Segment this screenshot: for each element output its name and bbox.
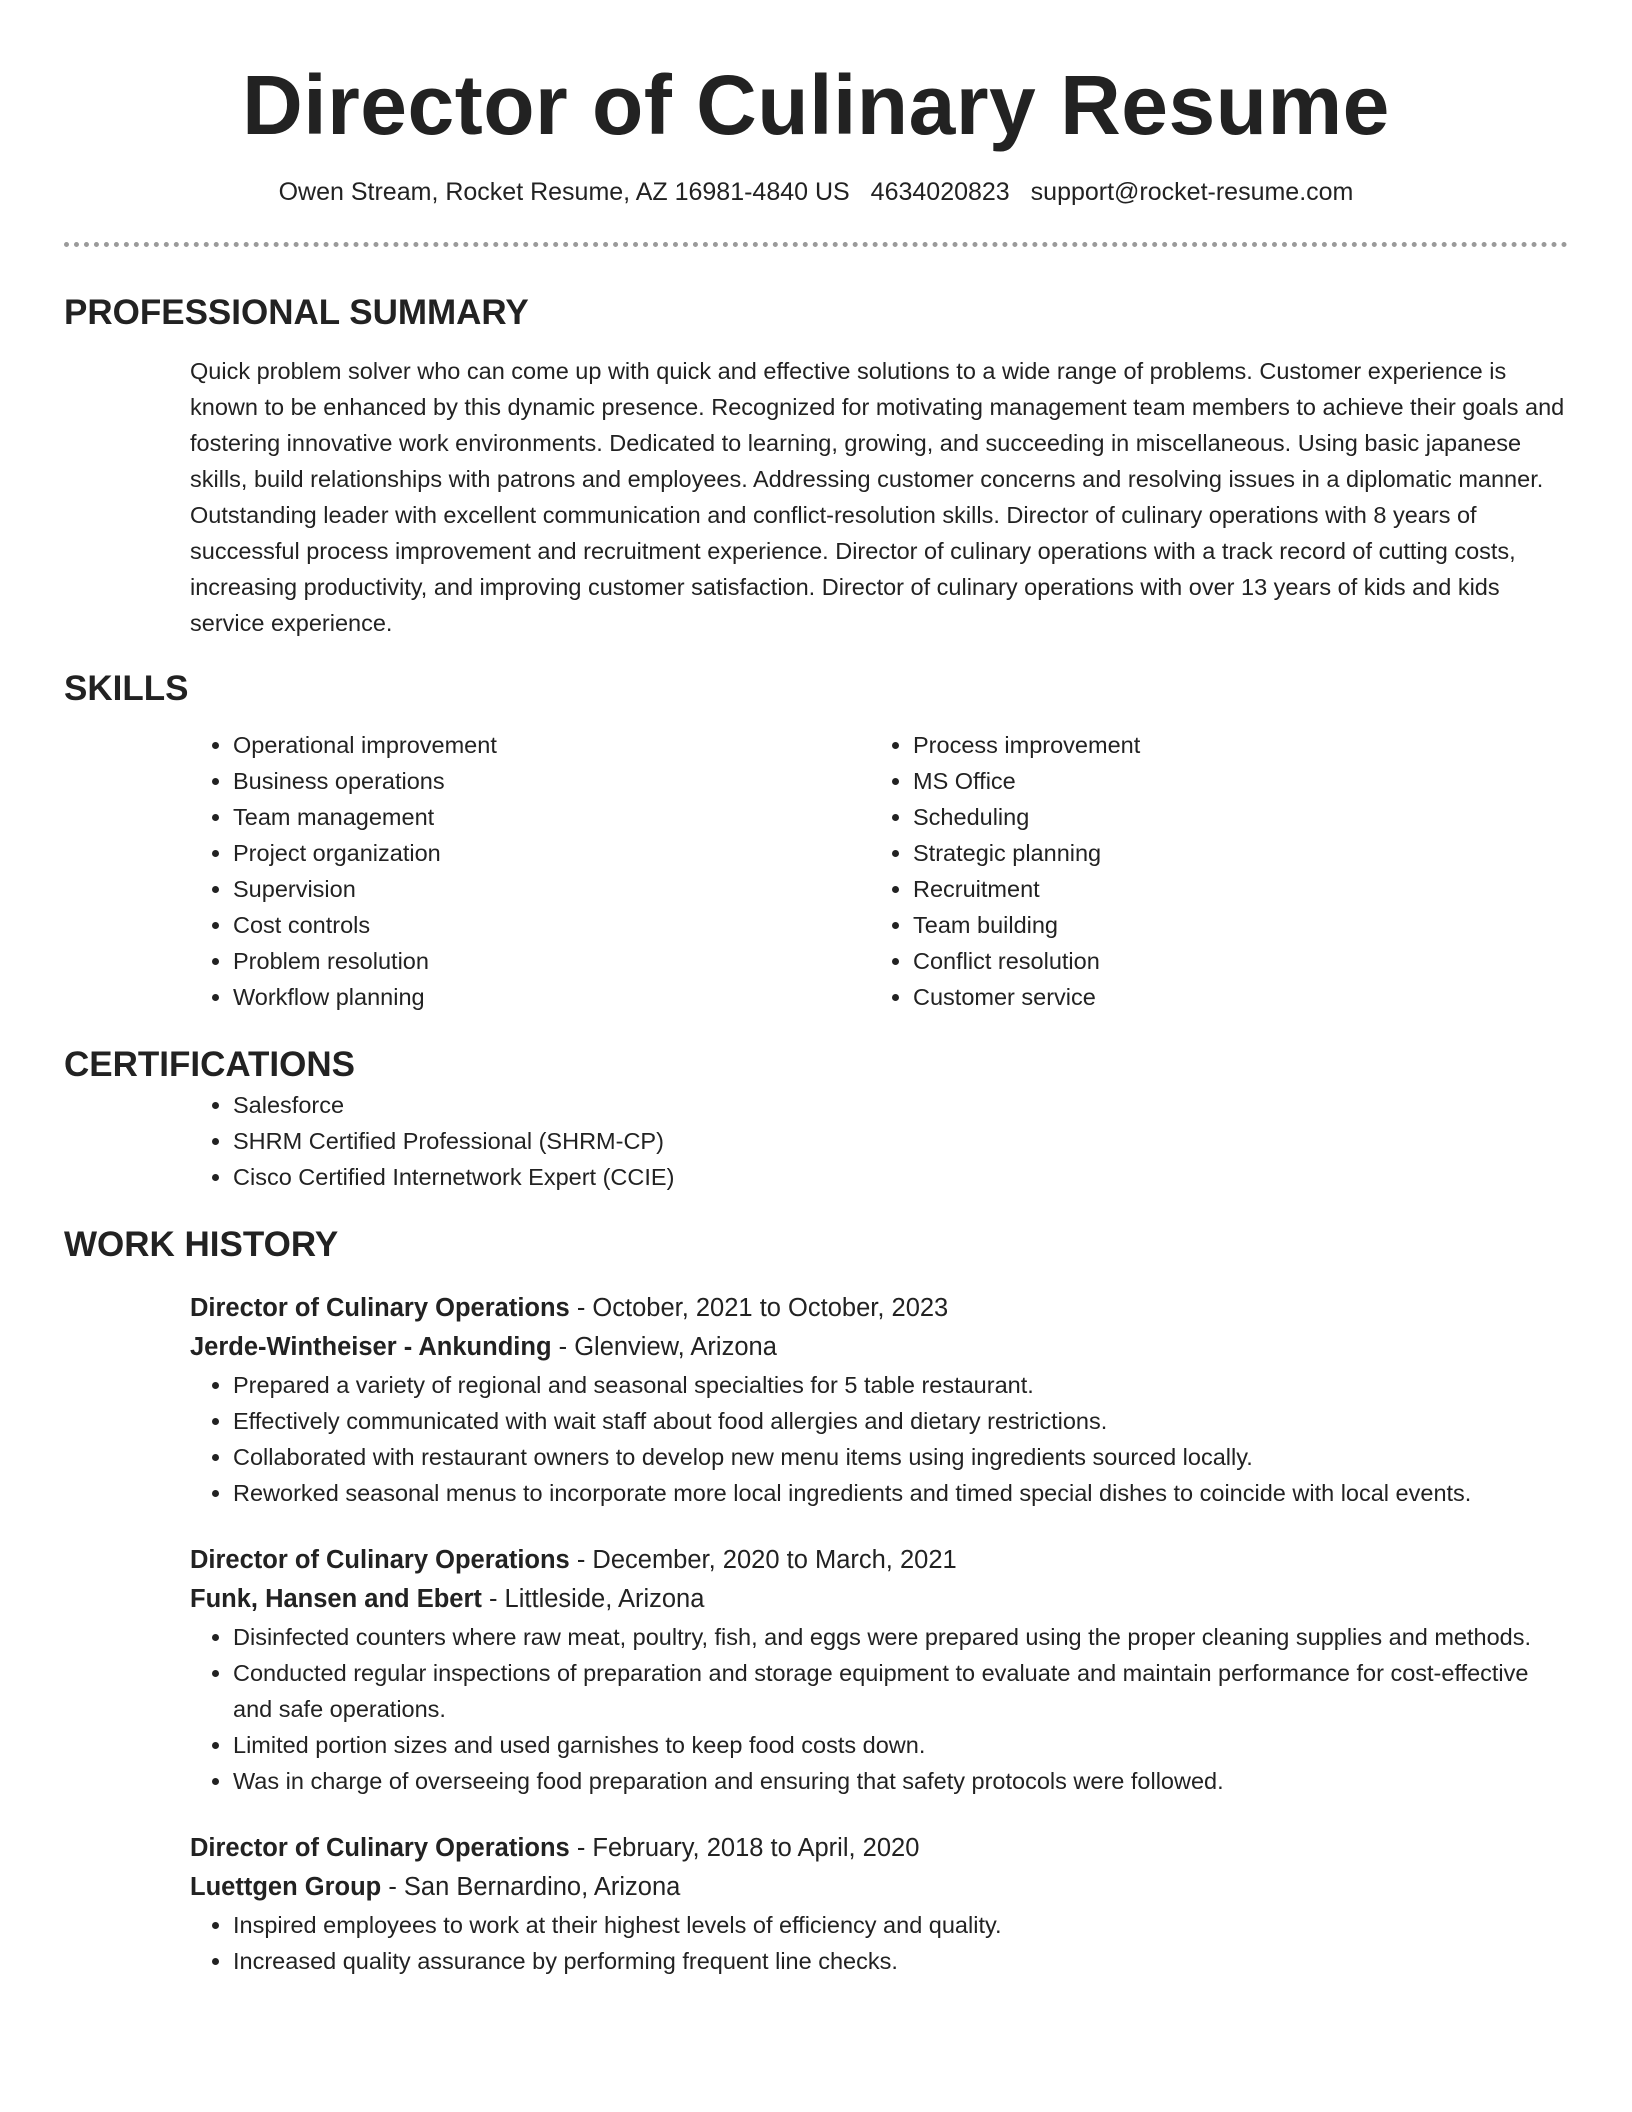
job-entry: [64, 1541, 1568, 1799]
skill-item: • Operational improvement: [233, 727, 744, 763]
job-title: Director of Culinary Operations: [190, 1546, 570, 1574]
job-location: - San Bernardino, Arizona: [381, 1873, 681, 1901]
certification-item: • Cisco Certified Internetwork Expert (CCIE): [233, 1159, 1568, 1195]
skill-item: • Strategic planning: [913, 835, 1344, 871]
contact-phone: 4634020823: [870, 178, 1010, 206]
skill-item: • Supervision: [233, 871, 744, 907]
skill-item: • Conflict resolution: [913, 943, 1344, 979]
skills-column-right: [744, 727, 1344, 1015]
job-duties: [64, 1367, 1568, 1511]
job-company: Luettgen Group: [190, 1873, 382, 1901]
work-history-heading: WORK HISTORY: [64, 1225, 339, 1264]
skill-item: • Team management: [233, 799, 744, 835]
job-duty: • Effectively communicated with wait staff about food allergies and dietary restrictions.: [233, 1403, 1568, 1439]
header-divider: [64, 242, 1568, 247]
skills-column-left: [64, 727, 744, 1015]
job-duty: • Inspired employees to work at their highest levels of efficiency and quality.: [233, 1907, 1568, 1943]
page-title: Director of Culinary Resume: [242, 58, 1390, 152]
skill-item: • Workflow planning: [233, 979, 744, 1015]
job-duty: • Prepared a variety of regional and seasonal specialties for 5 table restaurant.: [233, 1367, 1568, 1403]
skill-item: • Project organization: [233, 835, 744, 871]
job-duty: • Limited portion sizes and used garnishes to keep food costs down.: [233, 1727, 1568, 1763]
skill-item: • Customer service: [913, 979, 1344, 1015]
skill-item: • Scheduling: [913, 799, 1344, 835]
job-duties: [64, 1619, 1568, 1799]
job-title: Director of Culinary Operations: [190, 1834, 570, 1862]
job-location: - Glenview, Arizona: [551, 1333, 777, 1361]
contact-address: Owen Stream, Rocket Resume, AZ 16981-4840 US: [278, 178, 850, 206]
job-location: - Littleside, Arizona: [481, 1585, 705, 1613]
skill-item: • Cost controls: [233, 907, 744, 943]
job-company: Funk, Hansen and Ebert: [190, 1585, 482, 1613]
job-duty: • Was in charge of overseeing food preparation and ensuring that safety protocols were followed.: [233, 1763, 1568, 1799]
summary-heading: PROFESSIONAL SUMMARY: [64, 293, 529, 332]
skill-item: • Team building: [913, 907, 1344, 943]
job-title: Director of Culinary Operations: [190, 1294, 570, 1322]
skill-item: • Recruitment: [913, 871, 1344, 907]
skill-item: • Problem resolution: [233, 943, 744, 979]
contact-email: support@rocket-resume.com: [1030, 178, 1354, 206]
job-duties: [64, 1907, 1568, 1979]
job-duty: • Disinfected counters where raw meat, poultry, fish, and eggs were prepared using the proper cleaning supplies and methods.: [233, 1619, 1568, 1655]
contact-info: [64, 176, 1568, 208]
job-company-line: [190, 1328, 1568, 1367]
summary-text: Quick problem solver who can come up with quick and effective solutions to a wide range of problems. Customer experience is known to be enhanced by this dynamic presence. Recognized for motivating management team members to achieve their goals and fostering innovative work environments. Dedicated to learning, growing, and succeeding in miscellaneous. Using basic japanese skills, build relationships with patrons and employees. Addressing customer concerns and resolving issues in a diplomatic manner. Outstanding leader with excellent communication and conflict-resolution skills. Director of culinary operations with 8 years of successful process improvement and recruitment experience. Director of culinary operations with a track record of cutting costs, increasing productivity, and improving customer satisfaction. Director of culinary operations with over 13 years of kids and kids service experience.: [190, 358, 1565, 636]
job-company-line: [190, 1868, 1568, 1907]
resume-page: [64, 0, 1568, 1979]
skill-item: • MS Office: [913, 763, 1344, 799]
job-title-line: [190, 1829, 1568, 1868]
certification-item: • SHRM Certified Professional (SHRM-CP): [233, 1123, 1568, 1159]
skills-heading: SKILLS: [64, 669, 189, 708]
job-entry: [64, 1829, 1568, 1979]
skills-list: [64, 727, 1568, 1015]
certifications-list: [64, 1087, 1568, 1195]
job-company: Jerde-Wintheiser - Ankunding: [190, 1333, 552, 1361]
job-duty: • Increased quality assurance by performing frequent line checks.: [233, 1943, 1568, 1979]
job-dates: - October, 2021 to October, 2023: [569, 1294, 949, 1322]
certification-item: • Salesforce: [233, 1087, 1568, 1123]
certifications-heading: CERTIFICATIONS: [64, 1045, 356, 1084]
job-title-line: [190, 1541, 1568, 1580]
job-duty: • Collaborated with restaurant owners to develop new menu items using ingredients sourced locally.: [233, 1439, 1568, 1475]
skill-item: • Business operations: [233, 763, 744, 799]
job-entry: [64, 1289, 1568, 1511]
skill-item: • Process improvement: [913, 727, 1344, 763]
job-title-line: [190, 1289, 1568, 1328]
job-company-line: [190, 1580, 1568, 1619]
job-duty: • Reworked seasonal menus to incorporate more local ingredients and timed special dishes to coincide with local events.: [233, 1475, 1568, 1511]
job-dates: - December, 2020 to March, 2021: [569, 1546, 957, 1574]
job-duty: • Conducted regular inspections of preparation and storage equipment to evaluate and maintain performance for cost-effective and safe operations.: [233, 1655, 1568, 1727]
job-dates: - February, 2018 to April, 2020: [569, 1834, 920, 1862]
